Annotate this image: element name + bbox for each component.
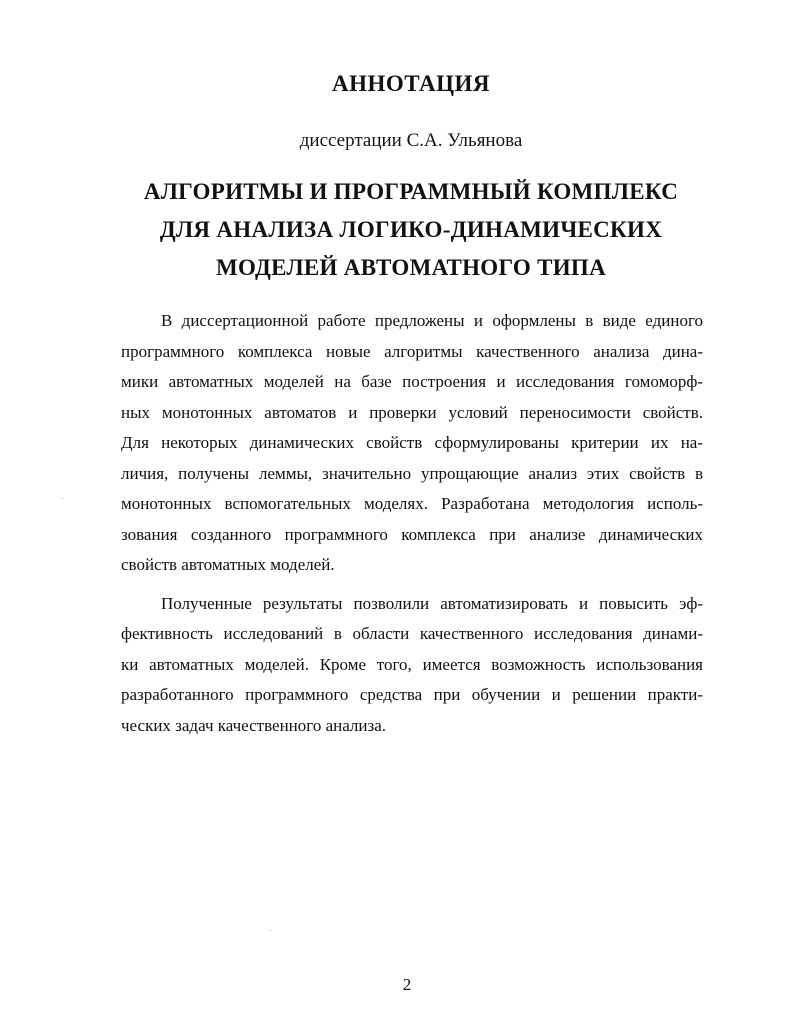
text-line: фективность исследований в области качественного исследования динами- (121, 624, 703, 643)
text-line: свойств автоматных моделей. (121, 555, 335, 574)
text-line: Для некоторых динамических свойств сформулированы критерии их на- (121, 433, 703, 452)
text-line: В диссертационной работе предложены и оформлены в виде единого (161, 311, 703, 330)
text-line: монотонных вспомогательных моделях. Разработана методология исполь- (121, 494, 703, 513)
title-line: ДЛЯ АНАЛИЗА ЛОГИКО-ДИНАМИЧЕСКИХ (159, 217, 663, 242)
page-number: 2 (402, 975, 412, 994)
text-line: разработанного программного средства при обучении и решении практи- (121, 685, 703, 704)
scan-speck (62, 498, 63, 499)
title-line: АЛГОРИТМЫ И ПРОГРАММНЫЙ КОМПЛЕКС (143, 179, 679, 204)
dissertation-title (0, 173, 794, 287)
title-line: МОДЕЛЕЙ АВТОМАТНОГО ТИПА (215, 255, 607, 280)
text-line: зования созданного программного комплекса при анализе динамических (121, 524, 703, 544)
annotation-heading: АННОТАЦИЯ (332, 71, 490, 96)
author-line: диссертации С.А. Ульянова (299, 130, 523, 151)
text-line: программного комплекса новые алгоритмы качественного анализа дина- (121, 341, 703, 361)
text-line: мики автоматных моделей на базе построения и исследования гомоморф- (121, 372, 703, 391)
text-line: личия, получены леммы, значительно упрощающие анализ этих свойств в (121, 463, 703, 483)
abstract-body (121, 306, 703, 749)
abstract-paragraph-1 (121, 306, 703, 581)
text-line: ческих задач качественного анализа. (121, 715, 387, 735)
scan-speck (270, 930, 271, 931)
text-line: Полученные результаты позволили автоматизировать и повысить эф- (161, 593, 703, 613)
abstract-paragraph-2 (121, 589, 703, 742)
text-line: ки автоматных моделей. Кроме того, имеется возможность использования (121, 654, 703, 674)
text-line: ных монотонных автоматов и проверки условий переносимости свойств. (121, 402, 703, 422)
